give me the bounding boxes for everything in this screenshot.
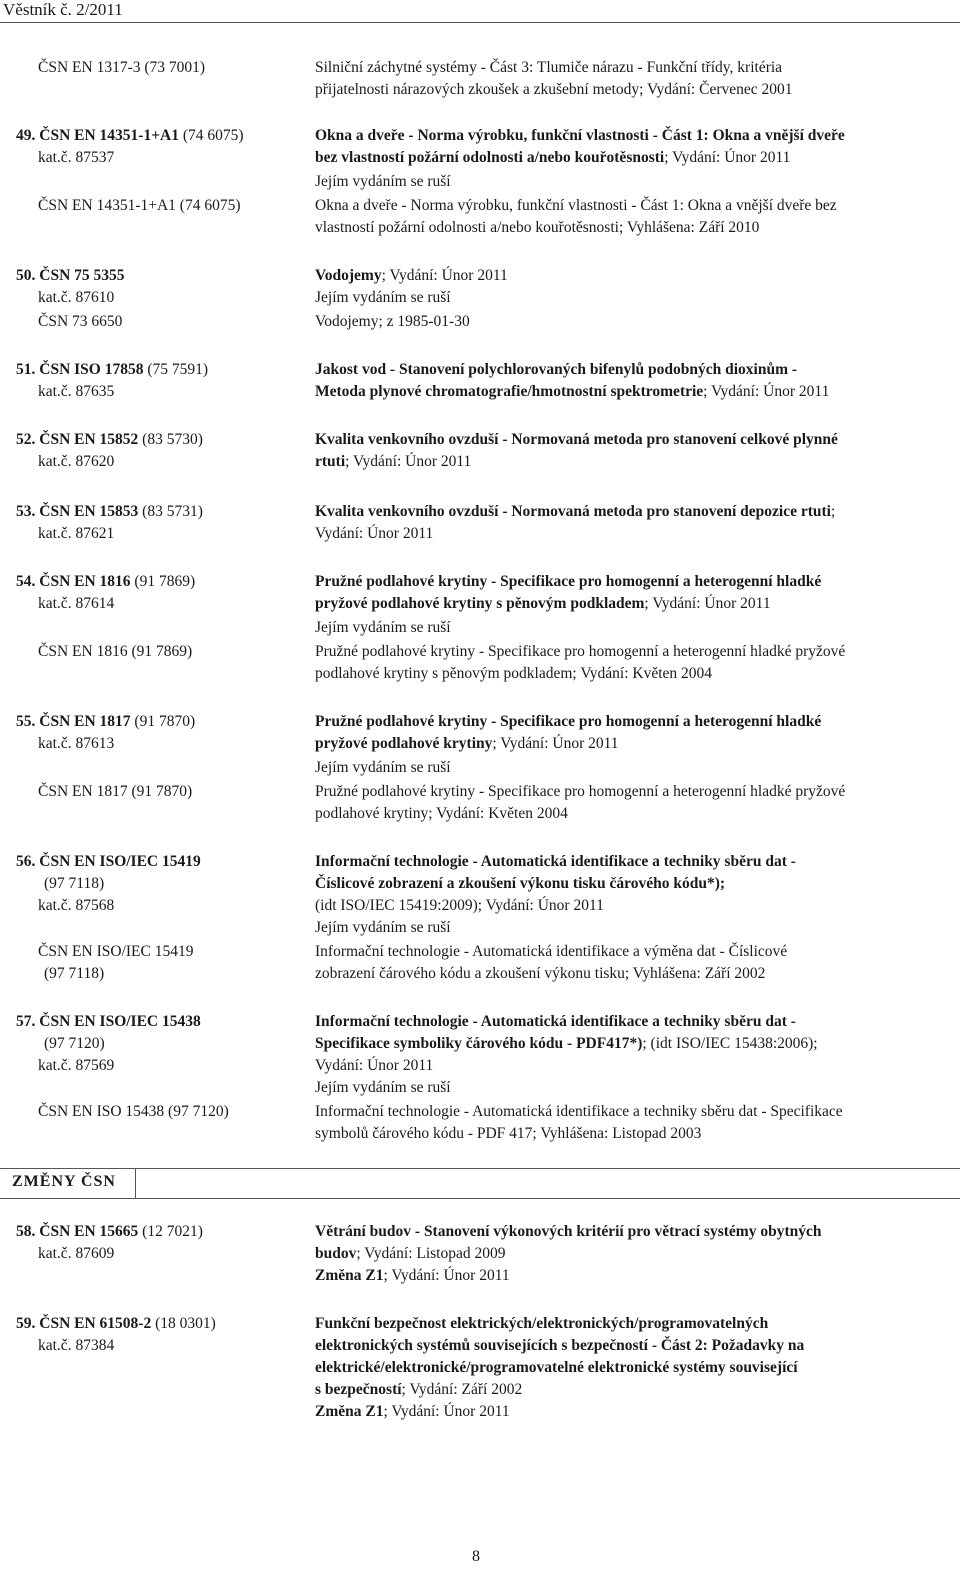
entry-49-catalog: kat.č. 87537 bbox=[38, 149, 115, 166]
page-header bbox=[0, 0, 960, 23]
old-standard-code-number: (97 7118) bbox=[44, 965, 105, 982]
entry-58-amendment: Změna Z1; Vydání: Únor 2011 bbox=[315, 1267, 510, 1284]
entry-50-title: Vodojemy; Vydání: Únor 2011 bbox=[315, 267, 508, 284]
entry-49-title: bez vlastností požární odolnosti a/nebo kouřotěsnosti; Vydání: Únor 2011 bbox=[315, 149, 791, 166]
entry-53-code: 53. ČSN EN 15853 (83 5731) bbox=[16, 503, 203, 520]
entry-51-catalog: kat.č. 87635 bbox=[38, 383, 115, 400]
entry-53-catalog: kat.č. 87621 bbox=[38, 525, 115, 542]
entry-56-code: 56. ČSN EN ISO/IEC 15419 bbox=[16, 853, 201, 870]
old-standard-code: ČSN EN 14351-1+A1 (74 6075) bbox=[38, 197, 241, 214]
entry-55-title: pryžové podlahové krytiny; Vydání: Únor 2011 bbox=[315, 735, 619, 752]
entry-51-title: Metoda plynové chromatografie/hmotnostní spektrometrie; Vydání: Únor 2011 bbox=[315, 383, 830, 400]
standard-title: přijatelnosti nárazových zkoušek a zkušební metody; Vydání: Červenec 2001 bbox=[315, 81, 793, 98]
entry-53-title: Kvalita venkovního ovzduší - Normovaná metoda pro stanovení depozice rtuti; bbox=[315, 503, 836, 520]
entry-59-catalog: kat.č. 87384 bbox=[38, 1337, 115, 1354]
entry-59-code: 59. ČSN EN 61508-2 (18 0301) bbox=[16, 1315, 216, 1332]
page-number: 8 bbox=[472, 1548, 480, 1565]
old-standard-title: symbolů čárového kódu - PDF 417; Vyhlášena: Listopad 2003 bbox=[315, 1125, 702, 1142]
entry-58-code: 58. ČSN EN 15665 (12 7021) bbox=[16, 1223, 203, 1240]
entry-56-code-number: (97 7118) bbox=[44, 875, 105, 892]
entry-49-code: 49. ČSN EN 14351-1+A1 (74 6075) bbox=[16, 127, 244, 144]
entry-59-amendment: Změna Z1; Vydání: Únor 2011 bbox=[315, 1403, 510, 1420]
old-standard-code: ČSN EN 1817 (91 7870) bbox=[38, 783, 193, 800]
standard-title: Silniční záchytné systémy - Část 3: Tlumiče nárazu - Funkční třídy, kritéria bbox=[315, 59, 783, 76]
old-standard-code: ČSN EN ISO/IEC 15419 bbox=[38, 943, 194, 960]
old-standard-title: zobrazení čárového kódu a zkoušení výkonu tisku; Vyhlášena: Září 2002 bbox=[315, 965, 766, 982]
entry-57-title: Specifikace symboliky čárového kódu - PDF417*); (idt ISO/IEC 15438:2006); bbox=[315, 1035, 818, 1052]
section-title: ZMĚNY ČSN bbox=[12, 1173, 116, 1190]
old-standard-title: Informační technologie - Automatická identifikace a výměna dat - Číslicové bbox=[315, 943, 788, 960]
entry-57-catalog: kat.č. 87569 bbox=[38, 1057, 115, 1074]
entry-54-title: Pružné podlahové krytiny - Specifikace pro homogenní a heterogenní hladké bbox=[315, 573, 822, 590]
old-standard-title: Pružné podlahové krytiny - Specifikace pro homogenní a heterogenní hladké pryžové bbox=[315, 643, 846, 660]
cancel-note: Jejím vydáním se ruší bbox=[315, 1079, 451, 1096]
cancel-note: Jejím vydáním se ruší bbox=[315, 759, 451, 776]
old-standard-title: Informační technologie - Automatická identifikace a techniky sběru dat - Specifikace bbox=[315, 1103, 843, 1120]
old-standard-title: podlahové krytiny; Vydání: Květen 2004 bbox=[315, 805, 568, 822]
entry-57-code-number: (97 7120) bbox=[44, 1035, 105, 1052]
entry-54-code: 54. ČSN EN 1816 (91 7869) bbox=[16, 573, 196, 590]
entry-57-code: 57. ČSN EN ISO/IEC 15438 bbox=[16, 1013, 201, 1030]
entry-59-title: elektrické/elektronické/programovatelné elektronické systémy související bbox=[315, 1359, 798, 1376]
entry-57-title: Vydání: Únor 2011 bbox=[315, 1057, 434, 1074]
entry-52-title: rtuti; Vydání: Únor 2011 bbox=[315, 453, 472, 470]
entry-58-title: budov; Vydání: Listopad 2009 bbox=[315, 1245, 506, 1262]
entry-52-catalog: kat.č. 87620 bbox=[38, 453, 115, 470]
entry-59-title: s bezpečností; Vydání: Září 2002 bbox=[315, 1381, 523, 1398]
entry-54-title: pryžové podlahové krytiny s pěnovým podkladem; Vydání: Únor 2011 bbox=[315, 595, 771, 612]
entry-53-title: Vydání: Únor 2011 bbox=[315, 525, 434, 542]
entry-51-title: Jakost vod - Stanovení polychlorovaných bifenylů podobných dioxinům - bbox=[315, 361, 798, 378]
old-standard-code: ČSN EN 1816 (91 7869) bbox=[38, 643, 193, 660]
entry-56-catalog: kat.č. 87568 bbox=[38, 897, 115, 914]
entry-51-code: 51. ČSN ISO 17858 (75 7591) bbox=[16, 361, 209, 378]
entry-52-title: Kvalita venkovního ovzduší - Normovaná metoda pro stanovení celkové plynné bbox=[315, 431, 838, 448]
cancel-note: Jejím vydáním se ruší bbox=[315, 619, 451, 636]
entry-55-title: Pružné podlahové krytiny - Specifikace pro homogenní a heterogenní hladké bbox=[315, 713, 822, 730]
entry-59-title: elektronických systémů souvisejících s bezpečností - Část 2: Požadavky na bbox=[315, 1337, 805, 1354]
entry-50-code: 50. ČSN 75 5355 bbox=[16, 267, 125, 284]
journal-title: Věstník č. 2/2011 bbox=[3, 0, 123, 19]
entry-56-title: Číslicové zobrazení a zkoušení výkonu tisku čárového kódu*); bbox=[315, 875, 726, 892]
old-standard-code: ČSN 73 6650 bbox=[38, 313, 123, 330]
entry-56-title: (idt ISO/IEC 15419:2009); Vydání: Únor 2011 bbox=[315, 897, 604, 914]
entry-58-catalog: kat.č. 87609 bbox=[38, 1245, 115, 1262]
old-standard-title: podlahové krytiny s pěnovým podkladem; Vydání: Květen 2004 bbox=[315, 665, 713, 682]
entry-55-catalog: kat.č. 87613 bbox=[38, 735, 115, 752]
cancel-note: Jejím vydáním se ruší bbox=[315, 173, 451, 190]
old-standard-title: Okna a dveře - Norma výrobku, funkční vlastnosti - Část 1: Okna a vnější dveře bez bbox=[315, 197, 837, 214]
entry-59-title: Funkční bezpečnost elektrických/elektronických/programovatelných bbox=[315, 1315, 769, 1332]
section-divider bbox=[0, 1198, 960, 1199]
entry-52-code: 52. ČSN EN 15852 (83 5730) bbox=[16, 431, 203, 448]
standard-code: ČSN EN 1317-3 (73 7001) bbox=[38, 59, 206, 76]
old-standard-title: vlastností požární odolnosti a/nebo kouřotěsnosti; Vyhlášena: Září 2010 bbox=[315, 219, 760, 236]
cancel-note: Jejím vydáním se ruší bbox=[315, 919, 451, 936]
cancel-note: Jejím vydáním se ruší bbox=[315, 289, 451, 306]
entry-54-catalog: kat.č. 87614 bbox=[38, 595, 115, 612]
section-divider bbox=[0, 1168, 960, 1169]
old-standard-title: Pružné podlahové krytiny - Specifikace pro homogenní a heterogenní hladké pryžové bbox=[315, 783, 846, 800]
entry-57-title: Informační technologie - Automatická identifikace a techniky sběru dat - bbox=[315, 1013, 796, 1030]
entry-55-code: 55. ČSN EN 1817 (91 7870) bbox=[16, 713, 196, 730]
entry-49-title: Okna a dveře - Norma výrobku, funkční vlastnosti - Část 1: Okna a vnější dveře bbox=[315, 127, 845, 144]
old-standard-title: Vodojemy; z 1985-01-30 bbox=[315, 313, 470, 330]
old-standard-code: ČSN EN ISO 15438 (97 7120) bbox=[38, 1103, 229, 1120]
entry-56-title: Informační technologie - Automatická identifikace a techniky sběru dat - bbox=[315, 853, 796, 870]
entry-58-title: Větrání budov - Stanovení výkonových kritérií pro větrací systémy obytných bbox=[315, 1223, 822, 1240]
entry-50-catalog: kat.č. 87610 bbox=[38, 289, 115, 306]
